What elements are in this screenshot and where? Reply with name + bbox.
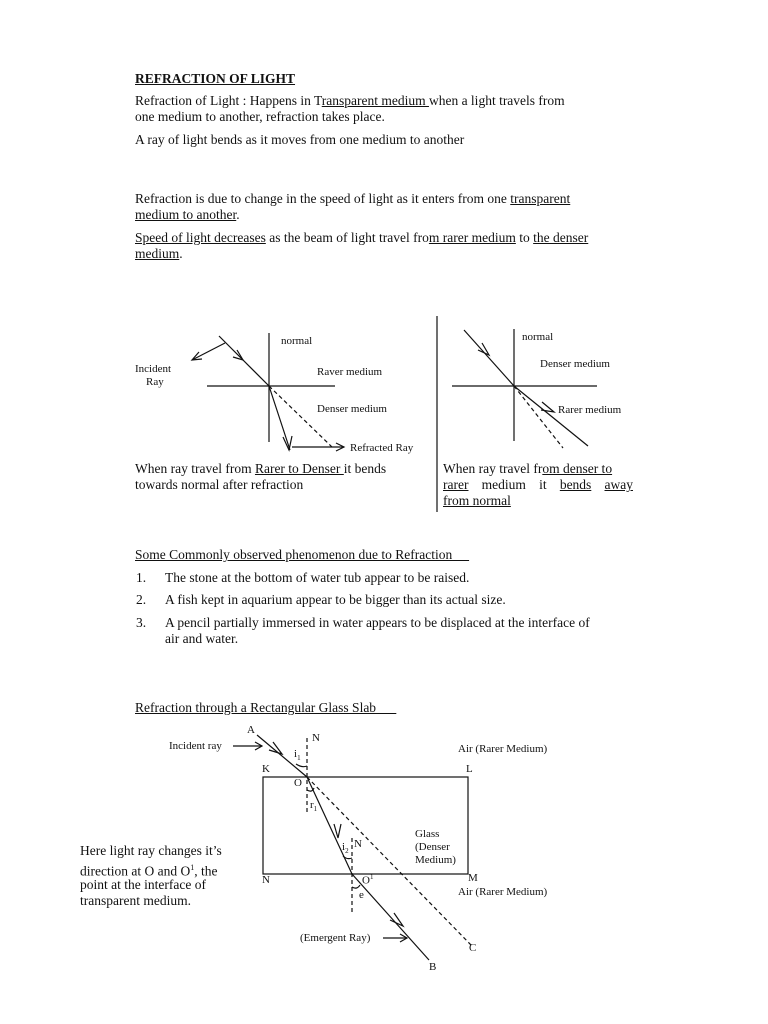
- angle-i1-label: $i_1$: [294, 748, 301, 763]
- diagram2-denser-label: Denser medium: [540, 358, 610, 370]
- intro-line-2: one medium to another, refraction takes place.: [135, 109, 385, 124]
- normal-N-label: N: [312, 732, 320, 744]
- air-bottom-label: Air (Rarer Medium): [458, 886, 548, 898]
- list-item-text-continued: air and water.: [165, 631, 239, 646]
- diagram1-normal-label: normal: [281, 335, 313, 347]
- corner-L-label: L: [466, 763, 473, 775]
- angle-e-label: e: [359, 889, 364, 901]
- diagram2-caption-2: rarer medium it bends away: [443, 477, 633, 492]
- air-top-label: Air (Rarer Medium): [458, 743, 548, 755]
- diagram1-rarer-label: Raver medium: [317, 366, 383, 378]
- diagram2-rarer-label: Rarer medium: [558, 404, 622, 416]
- cause-line-3: Speed of light decreases as the beam of light travel from rarer medium to the denser: [135, 230, 589, 245]
- corner-M-label: M: [468, 872, 478, 884]
- refracted-arrowhead-2: [541, 402, 554, 412]
- list-item-number: 1.: [136, 570, 147, 585]
- slab-side-note-4: transparent medium.: [80, 893, 191, 908]
- angle-r1-label: $r_1$: [310, 799, 318, 814]
- list-item-text: A fish kept in aquarium appear to be bigger than its actual size.: [165, 592, 506, 607]
- point-B-label: B: [429, 961, 437, 973]
- glass-label-2: (Denser: [415, 841, 450, 853]
- slab-heading: Refraction through a Rectangular Glass Slab: [135, 700, 397, 715]
- corner-K-label: K: [262, 763, 270, 775]
- angle-i2-label: $i_2$: [342, 841, 349, 856]
- list-item-text: A pencil partially immersed in water appears to be displaced at the interface of: [165, 615, 590, 630]
- diagram1-denser-label: Denser medium: [317, 403, 387, 415]
- page-title: REFRACTION OF LIGHT: [135, 71, 296, 86]
- list-item-number: 2.: [136, 592, 147, 607]
- slab-side-note-1: Here light ray changes it’s: [80, 843, 222, 858]
- incident-ray-label: Incident ray: [169, 740, 222, 752]
- cause-line-1: Refraction is due to change in the speed of light as it enters from one transparent: [135, 191, 571, 206]
- phenomena-heading: Some Commonly observed phenomenon due to Refraction: [135, 547, 470, 562]
- point-O-label: O: [294, 777, 302, 789]
- incident-ray-arrowhead: [269, 742, 282, 754]
- refracted-ray: [307, 777, 352, 874]
- diagram2-caption-3: from normal: [443, 493, 511, 508]
- incident-arrowhead-2: [478, 343, 489, 355]
- point-C-label: C: [469, 942, 477, 954]
- cause-line-2: medium to another.: [135, 207, 240, 222]
- refracted-ray-arrowhead: [334, 824, 341, 838]
- incident-pointer-1: [192, 343, 225, 360]
- diagram-denser-to-rarer: [452, 329, 597, 448]
- slab-side-note-3: point at the interface of: [80, 877, 206, 892]
- diagram1-caption-1: When ray travel from Rarer to Denser it bends: [135, 461, 387, 476]
- diagram-rarer-to-denser: [192, 333, 344, 451]
- diagram2-normal-label: normal: [522, 331, 554, 343]
- list-item-number: 3.: [136, 615, 147, 630]
- intro-line-3: A ray of light bends as it moves from one medium to another: [135, 132, 465, 147]
- point-A-label: A: [247, 724, 255, 736]
- slab-side-note-2: direction at O and $O^1$, the: [80, 863, 218, 879]
- point-O1-label: $O^1$: [362, 873, 374, 887]
- glass-label-3: Medium): [415, 854, 456, 866]
- emergent-ray-label: (Emergent Ray): [300, 932, 371, 944]
- angle-e-arc: [352, 885, 360, 888]
- list-item-text: The stone at the bottom of water tub appear to be raised.: [165, 570, 470, 585]
- intro-line-1: Refraction of Light : Happens in Transparent medium when a light travels from: [135, 93, 565, 108]
- corner-N-label: N: [262, 874, 270, 886]
- normal-N2-label: N: [354, 838, 362, 850]
- diagram1-caption-2: towards normal after refraction: [135, 477, 304, 492]
- cause-line-4: medium.: [135, 246, 183, 261]
- incident-ray-1: [219, 336, 269, 386]
- incident-ray-2: [464, 330, 514, 386]
- dashed-continuation-2: [514, 386, 563, 448]
- diagram1-refracted-label: Refracted Ray: [350, 442, 414, 454]
- diagram1-incident-label-2: Ray: [146, 376, 164, 388]
- diagram2-caption-1: When ray travel from denser to: [443, 461, 613, 476]
- glass-label-1: Glass: [415, 828, 440, 840]
- diagram1-incident-label-1: Incident: [135, 363, 172, 375]
